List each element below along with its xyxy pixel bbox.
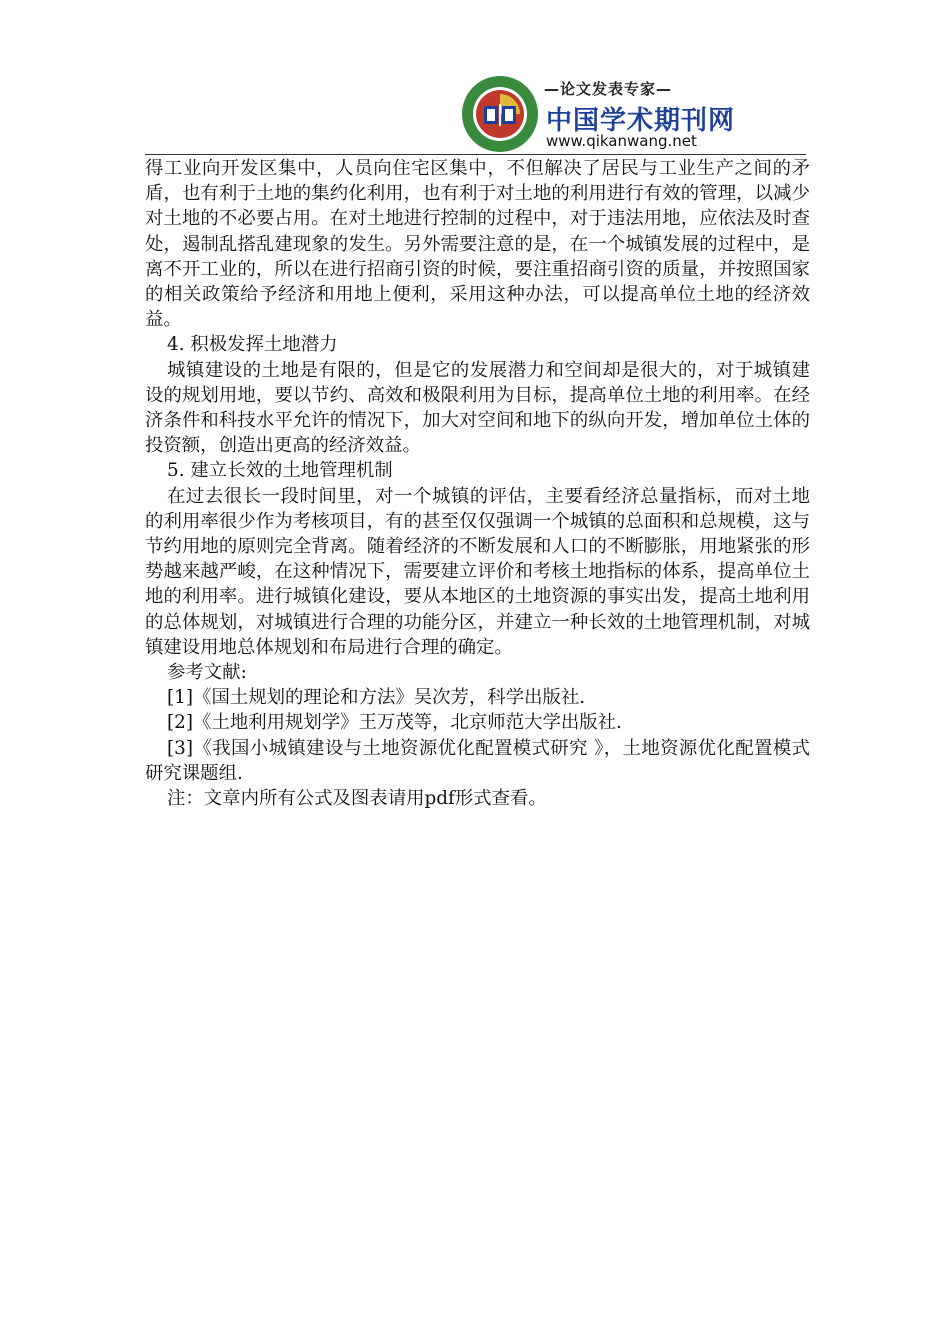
body-paragraph: 城镇建设的土地是有限的，但是它的发展潜力和空间却是很大的，对于城镇建设的规划用地，要以节约、高效和极限利用为目标，提高单位土地的利用率。在经济条件和科技水平允许的情况下，加大对空间和地下的纵向开发，增加单位土体的投资额，创造出更高的经济效益。 [145, 359, 810, 457]
section-heading: 4. 积极发挥土地潜力 [167, 334, 338, 356]
site-logo-seal-icon [460, 74, 540, 154]
body-paragraph: 在过去很长一段时间里，对一个城镇的评估，主要看经济总量指标，而对土地的利用率很少作为考核项目，有的甚至仅仅强调一个城镇的总面积和总规模，这与节约用地的原则完全背离。随着经济的不断发展和人口的不断膨胀，用地紧张的形势越来越严峻，在这种情况下，需要建立评价和考核土地指标的体系，提高单位土地的利用率。进行城镇化建设，要从本地区的土地资源的事实出发，提高土地利用的总体规划，对城镇进行合理的功能分区，并建立一种长效的土地管理机制，对城镇建设用地总体规划和布局进行合理的确定。 [145, 485, 810, 658]
section-heading: 5. 建立长效的土地管理机制 [167, 460, 393, 482]
reference-item: [2]《土地利用规划学》王万茂等，北京师范大学出版社. [167, 712, 622, 734]
article-body [145, 156, 810, 811]
body-paragraph: 得工业向开发区集中，人员向住宅区集中，不但解决了居民与工业生产之间的矛盾，也有利于土地的集约化利用，也有利于对土地的利用进行有效的管理，以减少对土地的不必要占用。在对土地进行控制的过程中，对于违法用地，应依法及时查处，遏制乱搭乱建现象的发生。另外需要注意的是，在一个城镇发展的过程中，是离不开工业的，所以在进行招商引资的时候，要注重招商引资的质量，并按照国家的相关政策给予经济和用地上便利，采用这种办法，可以提高单位土地的经济效益。 [145, 158, 810, 331]
article-note: 注：文章内所有公式及图表请用pdf形式查看。 [167, 788, 547, 810]
reference-item: [3]《我国小城镇建设与土地资源优化配置模式研究 》，土地资源优化配置模式研究课题组. [145, 737, 810, 784]
site-header [456, 70, 806, 156]
site-tagline: —论文发表专家— [544, 80, 673, 98]
header-divider [145, 154, 806, 155]
site-url[interactable]: www.qikanwang.net [546, 132, 697, 150]
references-title: 参考文献: [167, 662, 247, 684]
reference-item: [1]《国土规划的理论和方法》吴次芳，科学出版社. [167, 687, 586, 709]
site-brand-name: 中国学术期刊网 [546, 106, 736, 136]
